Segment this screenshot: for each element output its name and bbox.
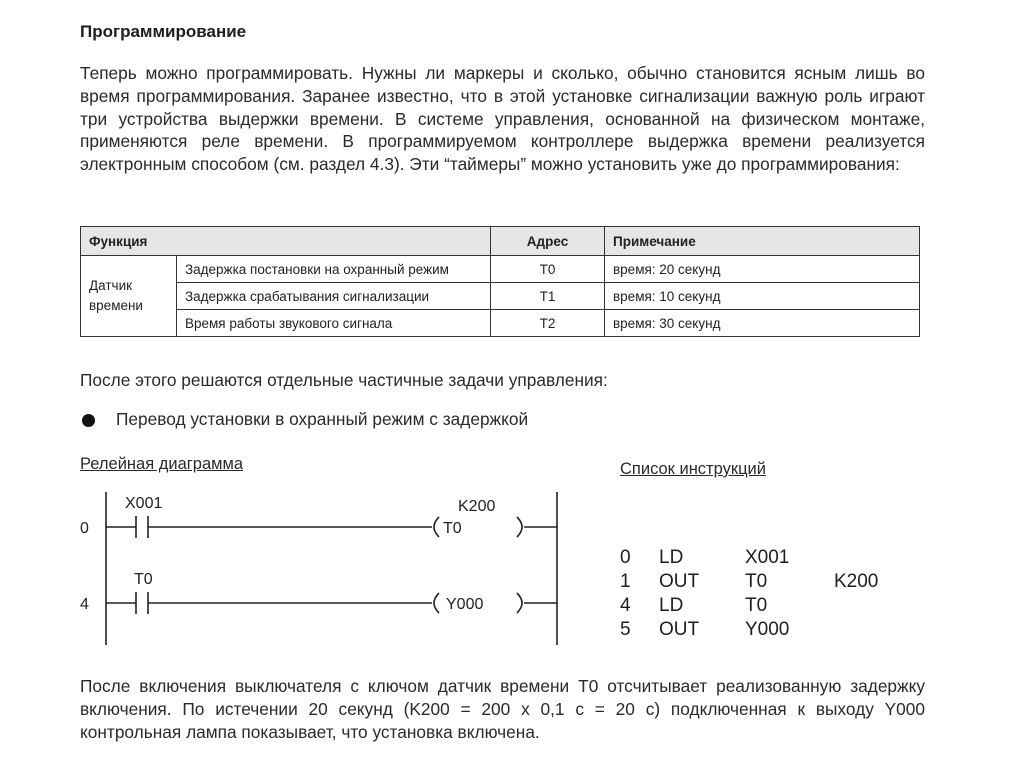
bullet-text: Перевод установки в охранный режим с задержкой (116, 409, 529, 429)
after-table-text: После этого решаются отдельные частичные задачи управления: (80, 370, 608, 390)
row-note: время: 10 секунд (605, 283, 920, 310)
instr-op: OUT (659, 619, 700, 640)
intro-paragraph: Теперь можно программировать. Нужны ли маркеры и сколько, обычно становится ясным лишь во время программирования. Заранее известно, что в этой установке сигнализации важную роль играют три устройства выдержки времени. В системе управления, основанной на физическом монтаже, применяются реле времени. В программируемом контроллере выдержка времени реализуется электронным способом (см. раздел 4.3). Эти “таймеры” можно установить уже до программирования: (80, 63, 925, 175)
coil-label: Y000 (446, 596, 484, 613)
instr-operand: T0 (745, 571, 768, 592)
row-address: T1 (491, 283, 605, 310)
table-row (81, 283, 920, 310)
ladder-title: Релейная диаграмма (80, 455, 243, 473)
row-address: T2 (491, 310, 605, 337)
rung-4 (106, 592, 557, 614)
instr-step: 4 (620, 595, 631, 616)
rung-step-label: 0 (80, 520, 89, 537)
row-note: время: 20 секунд (605, 256, 920, 283)
instr-step: 0 (620, 547, 631, 568)
final-paragraph: После включения выключателя с ключом датчик времени T0 отсчитывает реализованную задержку включения. По истечении 20 секунд (K200 = 200 x 0,1 с = 20 с) подключенная к выходу Y000 контрольная лампа показывает, что установка включена. (80, 676, 925, 742)
instr-extra: K200 (834, 571, 879, 592)
row-function: Время работы звукового сигнала (177, 310, 491, 337)
group-label: Датчик времени (81, 256, 177, 337)
bullet-icon (82, 414, 95, 427)
timer-table (80, 226, 920, 337)
instr-operand: X001 (745, 547, 790, 568)
header-address: Адрес (491, 227, 605, 256)
instr-op: OUT (659, 571, 700, 592)
table-row (81, 310, 920, 337)
row-function: Задержка постановки на охранный режим (177, 256, 491, 283)
instr-operand: T0 (745, 595, 768, 616)
row-function: Задержка срабатывания сигнализации (177, 283, 491, 310)
instructions-title: Список инструкций (620, 460, 766, 478)
section-heading: Программирование (80, 22, 247, 41)
instr-op: LD (659, 595, 684, 616)
ladder-diagram (70, 480, 570, 650)
instr-operand: Y000 (745, 619, 790, 640)
coil-label: T0 (443, 520, 462, 537)
contact-label: T0 (134, 571, 153, 588)
header-note: Примечание (605, 227, 920, 256)
constant-label: K200 (458, 498, 496, 515)
rung-step-label: 4 (80, 596, 89, 613)
row-address: T0 (491, 256, 605, 283)
rung-0 (106, 516, 557, 538)
row-note: время: 30 секунд (605, 310, 920, 337)
instr-step: 5 (620, 619, 631, 640)
table-header-row (81, 227, 920, 256)
instr-step: 1 (620, 571, 631, 592)
contact-label: X001 (125, 495, 163, 512)
table-row (81, 256, 920, 283)
instr-op: LD (659, 547, 684, 568)
header-function: Функция (81, 227, 491, 256)
